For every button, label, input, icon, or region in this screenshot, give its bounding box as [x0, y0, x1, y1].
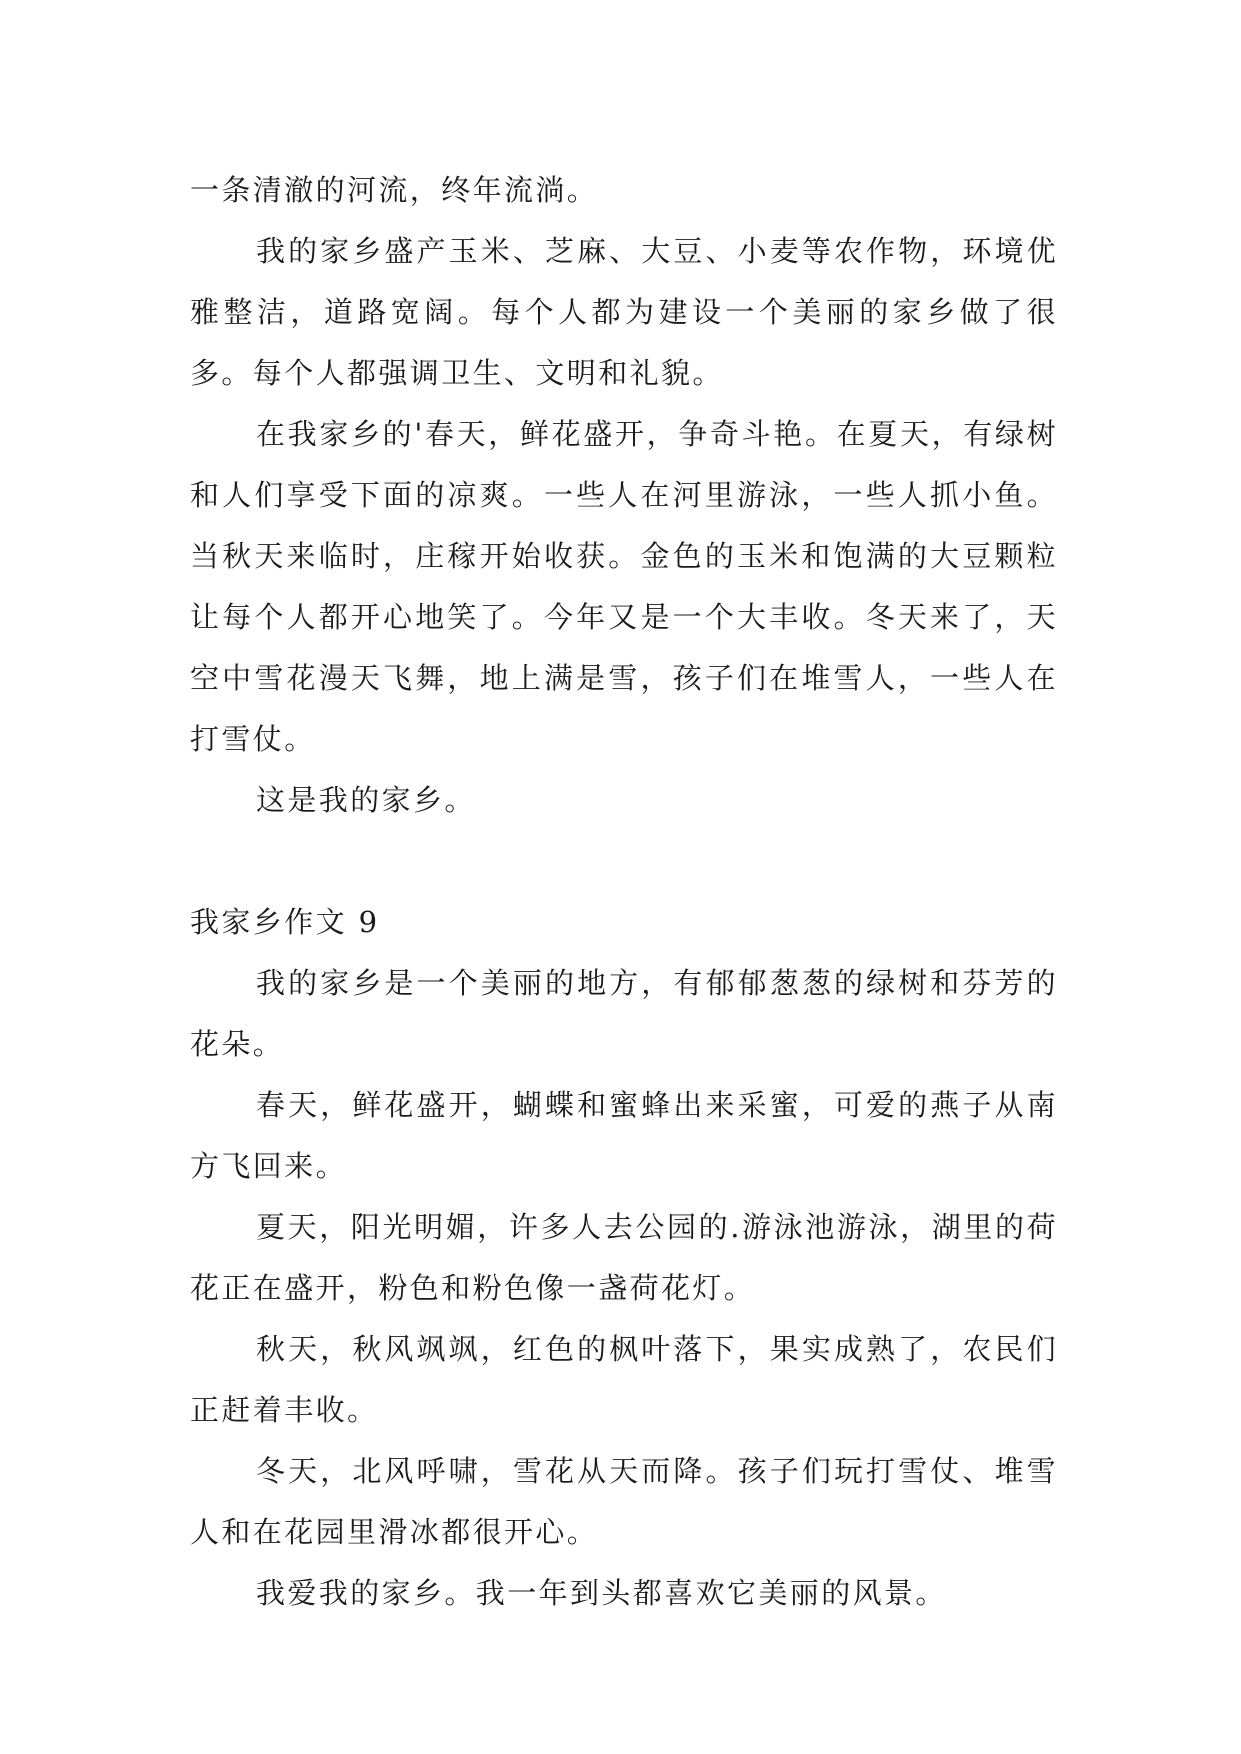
paragraph: 我的家乡盛产玉米、芝麻、大豆、小麦等农作物，环境优雅整洁，道路宽阔。每个人都为建设一个美丽的家乡做了很多。每个人都强调卫生、文明和礼貌。 — [190, 234, 1058, 390]
paragraph: 夏天，阳光明媚，许多人去公园的.游泳池游泳，湖里的荷花正在盛开，粉色和粉色像一盏荷花灯。 — [190, 1210, 1058, 1305]
paragraph: 我爱我的家乡。我一年到头都喜欢它美丽的风景。 — [256, 1576, 947, 1610]
paragraph: 我的家乡是一个美丽的地方，有郁郁葱葱的绿树和芬芳的花朵。 — [190, 966, 1058, 1061]
paragraph: 这是我的家乡。 — [256, 783, 476, 817]
section-gap — [190, 831, 1058, 892]
paragraph: 冬天，北风呼啸，雪花从天而降。孩子们玩打雪仗、堆雪人和在花园里滑冰都很开心。 — [190, 1454, 1058, 1549]
continued-paragraph: 一条清澈的河流，终年流淌。 — [190, 173, 599, 207]
paragraph: 在我家乡的'春天，鲜花盛开，争奇斗艳。在夏天，有绿树和人们享受下面的凉爽。一些人在河里游泳，一些人抓小鱼。当秋天来临时，庄稼开始收获。金色的玉米和饱满的大豆颗粒让每个人都开心地笑了。今年又是一个大丰收。冬天来了，天空中雪花漫天飞舞，地上满是雪，孩子们在堆雪人，一些人在打雪仗。 — [190, 417, 1058, 756]
paragraph: 春天，鲜花盛开，蝴蝶和蜜蜂出来采蜜，可爱的燕子从南方飞回来。 — [190, 1088, 1058, 1183]
text-column — [190, 160, 1058, 1624]
essay-title: 我家乡作文 9 — [190, 905, 380, 939]
paragraph: 秋天，秋风飒飒，红色的枫叶落下，果实成熟了，农民们正赶着丰收。 — [190, 1332, 1058, 1427]
